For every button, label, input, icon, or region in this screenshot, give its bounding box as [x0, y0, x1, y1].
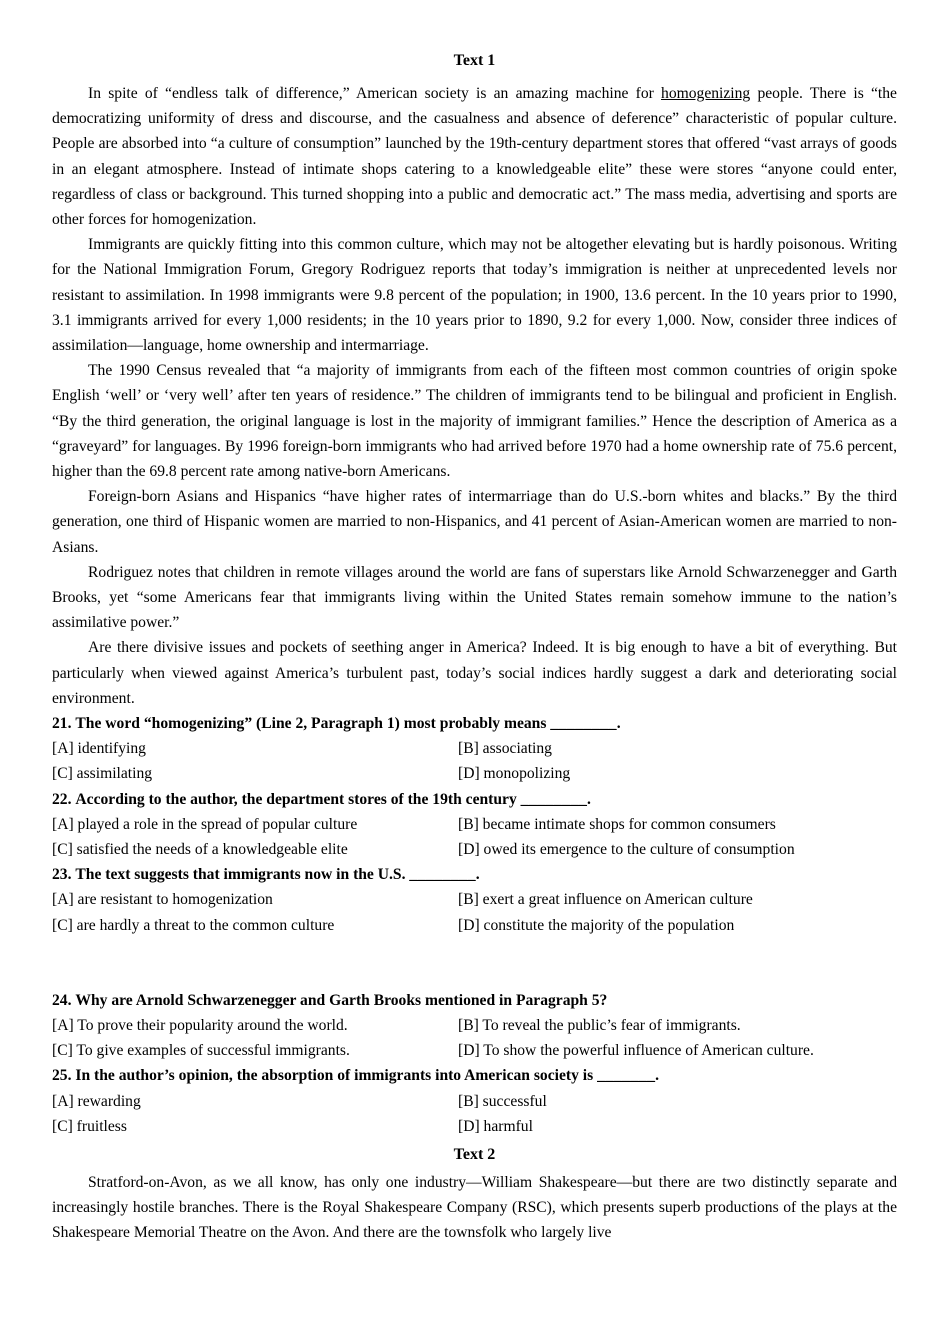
question-24-number: 24. — [52, 991, 72, 1009]
question-22-text: According to the author, the department stores of the 19th century — [75, 790, 521, 808]
question-23-option-d[interactable]: [D] constitute the majority of the population — [458, 916, 735, 934]
question-23-option-c[interactable]: [C] are hardly a threat to the common culture — [52, 916, 335, 934]
question-24 — [52, 988, 897, 1064]
question-25-stem-end: . — [655, 1067, 660, 1085]
paragraph-1-before-underline: In spite of “endless talk of difference,” American society is an amazing machine for — [88, 85, 662, 102]
question-25-blank: _______ — [597, 1067, 656, 1085]
question-24-text: Why are Arnold Schwarzenegger and Garth Brooks mentioned in Paragraph 5? — [75, 991, 608, 1009]
question-21-option-c[interactable]: [C] assimilating — [52, 765, 153, 783]
question-22-options-row-2 — [52, 837, 897, 862]
question-22-number: 22. — [52, 790, 72, 808]
question-22-option-a[interactable]: [A] played a role in the spread of popular culture — [52, 815, 358, 833]
question-24-stem — [52, 988, 897, 1013]
question-23-blank: ________ — [409, 866, 476, 884]
page-content — [52, 0, 897, 1246]
question-24-option-a[interactable]: [A] To prove their popularity around the world. — [52, 1017, 348, 1035]
question-25-option-b[interactable]: [B] successful — [458, 1092, 547, 1110]
question-25 — [52, 1063, 897, 1139]
question-23-option-b[interactable]: [B] exert a great influence on American culture — [458, 891, 753, 909]
question-21-stem-end: . — [616, 715, 621, 733]
text1-heading: Text 1 — [453, 52, 496, 69]
question-21-number: 21. — [52, 715, 72, 733]
text1-paragraph-5: Rodriguez notes that children in remote villages around the world are fans of superstars like Arnold Schwarzenegger and Garth Brooks, yet “some Americans fear that immigrants living within the United States remain somehow immune to the nation’s assimilative power.” — [52, 563, 897, 632]
question-21-options-row-2 — [52, 761, 897, 786]
question-24-option-d[interactable]: [D] To show the powerful influence of American culture. — [458, 1042, 814, 1060]
question-22-stem-end: . — [587, 790, 591, 808]
question-21-option-a[interactable]: [A] identifying — [52, 740, 146, 758]
text2-heading: Text 2 — [453, 1145, 496, 1163]
underlined-word-homogenizing: homogenizing — [661, 85, 751, 102]
text1-paragraph-1 — [52, 81, 897, 232]
question-block-spacer — [52, 938, 897, 988]
question-22-options-row-1 — [52, 812, 897, 837]
question-23-stem-end: . — [475, 866, 480, 884]
question-25-text: In the author’s opinion, the absorption of immigrants into American society is — [75, 1067, 598, 1085]
question-23-option-a[interactable]: [A] are resistant to homogenization — [52, 891, 273, 909]
text1-paragraph-4: Foreign-born Asians and Hispanics “have higher rates of intermarriage than do U.S.-born whites and blacks.” By the third generation, one third of Hispanic women are married to non-Hispanics, and 41 percent of Asian-American women are married to non-Asians. — [52, 488, 897, 556]
text1-paragraph-6: Are there divisive issues and pockets of seething anger in America? Indeed. It is big enough to have a bit of everything. But particularly when viewed against America’s turbulent past, today’s social indices hardly suggest a dark and deteriorating social environment. — [52, 639, 897, 707]
question-24-options-row-1 — [52, 1013, 897, 1038]
question-22 — [52, 787, 897, 863]
text1-paragraph-2: Immigrants are quickly fitting into this common culture, which may not be altogether elevating but is hardly poisonous. Writing for the National Immigration Forum, Gregory Rodriguez reports that today’s immigration is neither at unprecedented levels nor resistant to assimilation. In 1998 immigrants were 9.8 percent of the population; in 1900, 13.6 percent. In the 10 years prior to 1990, 3.1 immigrants arrived for every 1,000 residents; in the 10 years prior to 1890, 9.2 for every 1,000. Now, consider three indices of assimilation—language, home ownership and intermarriage. — [52, 236, 897, 355]
paragraph-1-after-underline: people. There is “the democratizing uniformity of dress and discourse, and the casualness and absence of deference” characteristic of popular culture. People are absorbed into “a culture of consumption” launched by the 19th-century department stores that offered “vast arrays of goods in an elegant atmosphere. Instead of intimate shops catering to a knowledgeable elite” these were stores “anyone could enter, regardless of class or background. This turned shopping into a public and democratic act.” The mass media, advertising and sports are other forces for homogenization. — [52, 85, 897, 229]
question-22-option-b[interactable]: [B] became intimate shops for common consumers — [458, 815, 776, 833]
question-23-options-row-1 — [52, 887, 897, 912]
question-23-stem — [52, 862, 897, 887]
question-25-option-a[interactable]: [A] rewarding — [52, 1092, 141, 1110]
question-22-stem — [52, 787, 897, 812]
question-21-stem — [52, 711, 897, 736]
question-23-options-row-2 — [52, 913, 897, 938]
question-21-text: The word “homogenizing” (Line 2, Paragraph 1) most probably means — [75, 715, 551, 733]
question-25-option-d[interactable]: [D] harmful — [458, 1117, 533, 1135]
question-23 — [52, 862, 897, 938]
question-25-options-row-1 — [52, 1089, 897, 1114]
question-22-blank: ________ — [520, 790, 588, 808]
question-23-number: 23. — [52, 866, 72, 884]
question-21 — [52, 711, 897, 787]
question-25-options-row-2 — [52, 1114, 897, 1139]
question-23-text: The text suggests that immigrants now in the U.S. — [75, 866, 410, 884]
question-25-stem — [52, 1063, 897, 1088]
text2-paragraph-1: Stratford-on-Avon, as we all know, has only one industry—William Shakespeare—but there are two distinctly separate and increasingly hostile branches. There is the Royal Shakespeare Company (RSC), which presents superb productions of the plays at the Shakespeare Memorial Theatre on the Avon. And there are the townsfolk who largely live — [52, 1173, 897, 1242]
question-25-number: 25. — [52, 1067, 72, 1085]
question-21-option-d[interactable]: [D] monopolizing — [458, 765, 571, 783]
question-24-option-c[interactable]: [C] To give examples of successful immigrants. — [52, 1042, 350, 1060]
question-24-options-row-2 — [52, 1038, 897, 1063]
question-21-option-b[interactable]: [B] associating — [458, 740, 552, 758]
question-21-blank: ________ — [550, 715, 617, 733]
question-25-option-c[interactable]: [C] fruitless — [52, 1117, 127, 1135]
question-24-option-b[interactable]: [B] To reveal the public’s fear of immigrants. — [458, 1017, 741, 1035]
question-22-option-c[interactable]: [C] satisfied the needs of a knowledgeable elite — [52, 841, 348, 859]
text1-paragraph-3: The 1990 Census revealed that “a majority of immigrants from each of the fifteen most common countries of origin spoke English ‘well’ or ‘very well’ after ten years of residence.” The children of immigrants tend to be bilingual and proficient in English. “By the third generation, the original language is lost in the majority of immigrant families.” Hence the description of America as a “graveyard” for languages. By 1996 foreign-born immigrants who had arrived before 1970 had a home ownership rate of 75.6 percent, higher than the 69.8 percent rate among native-born Americans. — [52, 362, 897, 481]
question-22-option-d[interactable]: [D] owed its emergence to the culture of consumption — [458, 841, 795, 859]
question-21-options-row-1 — [52, 736, 897, 761]
